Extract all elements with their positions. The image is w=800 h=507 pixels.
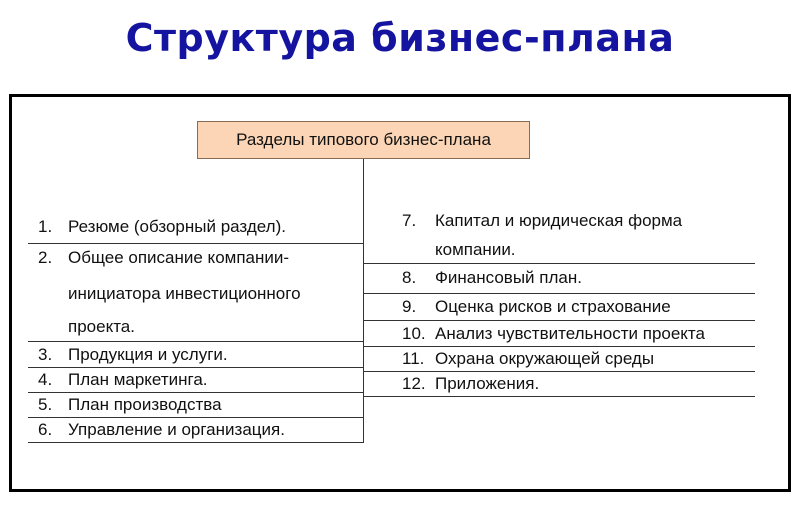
row-divider <box>363 293 755 294</box>
item-number: 7. <box>402 211 417 230</box>
row-divider <box>363 320 755 321</box>
item-text: Приложения. <box>435 374 540 393</box>
item-number: 8. <box>402 268 417 287</box>
sections-header-box: Разделы типового бизнес-плана <box>197 121 530 159</box>
item-text: Продукция и услуги. <box>68 345 228 364</box>
item-text: Капитал и юридическая форма <box>435 211 683 230</box>
item-number: 5. <box>38 395 53 414</box>
row-divider <box>28 341 364 342</box>
item-number: 1. <box>38 217 53 236</box>
row-divider <box>28 367 364 368</box>
item-number: 2. <box>38 248 53 267</box>
item-text: инициатора инвестиционного <box>68 284 301 303</box>
row-divider <box>28 442 364 443</box>
item-text: Финансовый план. <box>435 268 582 287</box>
row-divider <box>363 346 755 347</box>
item-text: План производства <box>68 395 222 414</box>
row-divider <box>363 263 755 264</box>
item-number: 10. <box>402 324 426 343</box>
center-connector-line <box>363 159 364 443</box>
item-number: 9. <box>402 297 417 316</box>
item-text: Анализ чувствительности проекта <box>435 324 705 343</box>
item-text: проекта. <box>68 317 135 336</box>
item-text: Резюме (обзорный раздел). <box>68 217 286 236</box>
item-text: Управление и организация. <box>68 420 285 439</box>
item-text: компании. <box>435 240 516 259</box>
row-divider <box>363 396 755 397</box>
page-title: Структура бизнес-плана <box>125 16 675 60</box>
item-text: План маркетинга. <box>68 370 208 389</box>
item-number: 12. <box>402 374 426 393</box>
item-number: 11. <box>402 349 425 368</box>
item-number: 4. <box>38 370 53 389</box>
item-number: 6. <box>38 420 53 439</box>
item-text: Охрана окружающей среды <box>435 349 655 368</box>
row-divider <box>28 392 364 393</box>
item-number: 3. <box>38 345 53 364</box>
item-text: Общее описание компании- <box>68 248 290 267</box>
item-text: Оценка рисков и страхование <box>435 297 671 316</box>
row-divider <box>28 417 364 418</box>
row-divider <box>363 371 755 372</box>
row-divider <box>28 243 364 244</box>
